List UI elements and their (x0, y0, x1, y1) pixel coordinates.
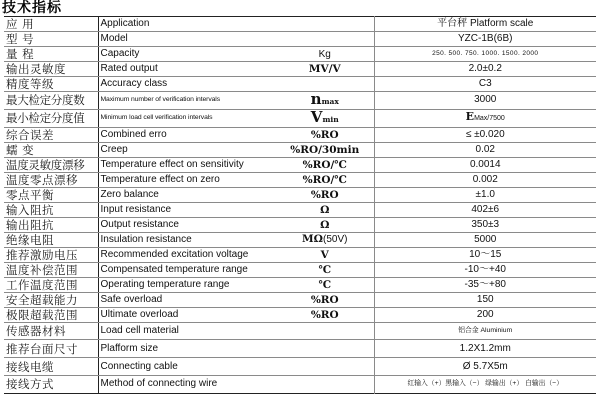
param-value: 250. 500. 750. 1000. 1500. 2000 (374, 47, 596, 62)
param-value: C3 (374, 77, 596, 92)
param-unit: ℃ (276, 262, 374, 277)
param-name-en: Creep (98, 142, 276, 157)
spec-row-capacity (4, 47, 596, 62)
param-unit: %RO (276, 292, 374, 307)
param-unit: ℃ (276, 277, 374, 292)
param-unit (276, 109, 374, 127)
spec-row-max-intervals (4, 92, 596, 110)
spec-table (4, 16, 596, 394)
param-name-en: Compensated temperature range (98, 262, 276, 277)
spec-row-insulation-resistance (4, 232, 596, 247)
param-name-cn: 推荐台面尺寸 (4, 340, 98, 358)
param-name-cn: 温度灵敏度漂移 (4, 157, 98, 172)
param-value: -10～+40 (374, 262, 596, 277)
param-name-en: Capacity (98, 47, 276, 62)
param-name-cn: 温度补偿范围 (4, 262, 98, 277)
param-unit-sub: max (321, 96, 339, 106)
param-unit-main: MΩ (302, 233, 324, 246)
param-name-cn: 安全超载能力 (4, 292, 98, 307)
param-name-cn: 零点平衡 (4, 187, 98, 202)
param-name-en: Temperature effect on sensitivity (98, 157, 276, 172)
param-name-en: Zero balance (98, 187, 276, 202)
param-name-en: Combined erro (98, 127, 276, 142)
param-name-cn: 传感器材料 (4, 322, 98, 340)
param-unit (276, 92, 374, 110)
param-value: ±1.0 (374, 187, 596, 202)
param-unit: %RO (276, 307, 374, 322)
param-name-cn: 精度等级 (4, 77, 98, 92)
param-name-en: Method of connecting wire (100, 378, 218, 390)
param-unit (276, 340, 374, 358)
param-name-cn: 温度零点漂移 (4, 172, 98, 187)
spec-row-safe-overload (4, 292, 596, 307)
param-value (374, 109, 596, 127)
param-value: 0.002 (374, 172, 596, 187)
spec-row-creep (4, 142, 596, 157)
param-value: 2.0±0.2 (374, 62, 596, 77)
param-value: 5000 (374, 232, 596, 247)
param-unit: V (276, 247, 374, 262)
param-name-cn: 最小检定分度值 (4, 109, 98, 127)
param-value: Ø 5.7X5m (374, 358, 596, 376)
param-unit: %RO/℃ (276, 172, 374, 187)
param-name-en: Rated output (98, 62, 276, 77)
spec-row-temp-sensitivity (4, 157, 596, 172)
param-name-en: Load cell material (98, 322, 276, 340)
param-value-fraction: Max/7500 (474, 115, 505, 123)
param-name-cn: 接线方式 (4, 375, 98, 393)
spec-row-accuracy-class (4, 77, 596, 92)
param-name-en: Output resistance (98, 217, 276, 232)
param-value: -35～+80 (374, 277, 596, 292)
param-value: 150 (374, 292, 596, 307)
param-value: ≤ ±0.020 (374, 127, 596, 142)
param-value: 1.2X1.2mm (374, 340, 596, 358)
param-name-cn: 综合误差 (4, 127, 98, 142)
param-unit (276, 17, 374, 32)
page-title: 技术指标 (2, 0, 62, 16)
param-unit (276, 77, 374, 92)
param-name-en: Accuracy class (98, 77, 276, 92)
param-name-en: Connecting cable (98, 358, 276, 376)
param-name-en: Application (98, 17, 276, 32)
param-value: 铝合金 Aluminium (374, 322, 596, 340)
param-unit (276, 47, 374, 62)
param-name-cn: 蠕 变 (4, 142, 98, 157)
param-name-cn: 量 程 (4, 47, 98, 62)
param-name-cn: 输入阻抗 (4, 202, 98, 217)
spec-row-platform-size (4, 340, 596, 358)
param-unit: %RO (276, 187, 374, 202)
spec-row-application (4, 17, 596, 32)
spec-row-output-resistance (4, 217, 596, 232)
param-name-cn: 绝缘电阻 (4, 232, 98, 247)
spec-row-compensated-temp (4, 262, 596, 277)
spec-row-connecting-cable (4, 358, 596, 376)
param-name-cn: 推荐激励电压 (4, 247, 98, 262)
spec-row-zero-balance (4, 187, 596, 202)
spec-row-operating-temp (4, 277, 596, 292)
param-name-en: Input resistance (98, 202, 276, 217)
param-value: 3000 (374, 92, 596, 110)
spec-row-min-interval (4, 109, 596, 127)
param-value: 10～15 (374, 247, 596, 262)
param-value: 0.02 (374, 142, 596, 157)
spec-row-temp-zero (4, 172, 596, 187)
param-value: 平台秤 Platform scale (374, 17, 596, 32)
param-unit-extra: (50V) (323, 234, 348, 246)
spec-row-rated-output (4, 62, 596, 77)
param-name-en: Safe overload (98, 292, 276, 307)
param-unit (276, 375, 374, 393)
param-value: YZC-1B(6B) (374, 32, 596, 47)
param-value: 402±6 (374, 202, 596, 217)
param-name-en: Temperature effect on zero (98, 172, 276, 187)
param-unit-text: Kg (318, 48, 331, 60)
param-name-en: Ultimate overload (98, 307, 276, 322)
param-name-en: Recommended excitation voltage (98, 247, 276, 262)
param-value: 350±3 (374, 217, 596, 232)
spec-row-load-cell-material (4, 322, 596, 340)
param-unit: %RO (276, 127, 374, 142)
param-unit-main: V (310, 109, 323, 126)
param-name-en: Insulation resistance (98, 232, 276, 247)
param-name-cn: 最大检定分度数 (4, 92, 98, 110)
param-unit: %RO/℃ (276, 157, 374, 172)
spec-row-model (4, 32, 596, 47)
param-unit (276, 322, 374, 340)
param-name-en: Maximum number of verification intervals (98, 92, 276, 110)
param-unit-main: n (310, 91, 322, 108)
param-unit (276, 358, 374, 376)
param-value-main: E (465, 110, 475, 124)
spec-row-excitation-voltage (4, 247, 596, 262)
param-name-en: Model (98, 32, 276, 47)
param-name-en: Operating temperature range (98, 277, 276, 292)
param-name-cn: 应 用 (4, 17, 98, 32)
param-name-en: Plafform size (98, 340, 276, 358)
spec-row-input-resistance (4, 202, 596, 217)
param-unit: Ω (276, 202, 374, 217)
param-value: 200 (374, 307, 596, 322)
spec-row-combined-error (4, 127, 596, 142)
spec-row-ultimate-overload (4, 307, 596, 322)
param-name-cn: 接线电缆 (4, 358, 98, 376)
param-name-cn: 输出灵敏度 (4, 62, 98, 77)
param-name-cn: 极限超载范围 (4, 307, 98, 322)
param-unit-sub: min (322, 114, 339, 124)
spec-row-wiring-method (4, 375, 596, 393)
param-name-en: Minimum load cell verification intervals (98, 109, 276, 127)
param-unit: Ω (276, 217, 374, 232)
param-value: 0.0014 (374, 157, 596, 172)
param-unit: MV/V (276, 62, 374, 77)
param-name-cn: 输出阻抗 (4, 217, 98, 232)
param-name-cn: 工作温度范围 (4, 277, 98, 292)
param-value: 红输入（+）黑输入（−） 绿输出（+） 白输出（−） (374, 375, 596, 393)
param-unit (276, 32, 374, 47)
param-unit (276, 232, 374, 247)
param-unit: %RO/30min (276, 142, 374, 157)
param-name-cn: 型 号 (4, 32, 98, 47)
